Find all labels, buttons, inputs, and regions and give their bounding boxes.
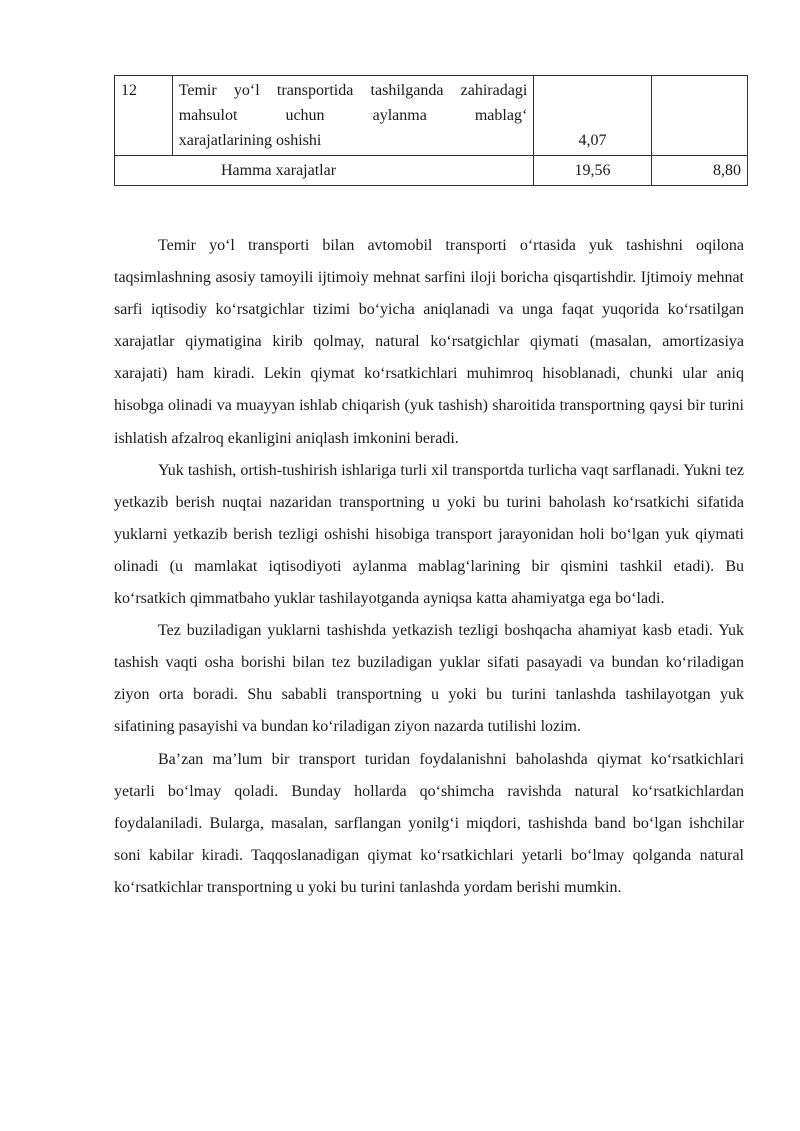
row-number: 12 <box>115 76 173 156</box>
paragraph: Temir yo‘l transporti bilan avtomobil transporti o‘rtasida yuk tashishni oqilona taqsimlashning asosiy tamoyili ijtimoiy mehnat sarfini iloji boricha qisqartishdir. Ijtimoiy mehnat sarfi iqtisodiy ko‘rsatgichlar tizimi bo‘yicha aniqlanadi va unga faqat yuqorida ko‘rsatilgan xarajatlar qiymatigina kirib qolmay, natural ko‘rsatgichlar qiymati (masalan, amortizasiya xarajati) ham kiradi. Lekin qiymat ko‘rsatkichlari muhimroq hisoblanadi, chunki ular aniq hisobga olinadi va muayyan ishlab chiqarish (yuk tashish) sharoitida transportning qaysi bir turini ishlatish afzalroq ekanligini aniqlash imkonini beradi. <box>114 237 744 447</box>
table-row <box>115 76 748 156</box>
paragraph: Yuk tashish, ortish-tushirish ishlariga turli xil transportda turlicha vaqt sarflanadi. Yukni tez yetkazib berish nuqtai nazaridan transportning u yoki bu turini baholash ko‘rsatkichi sifatida yuklarni yetkazib berish tezligi oshishi hisobiga transport jarayonidan holi bo‘lgan yuk qiymati olinadi (u mamlakat iqtisodiyoti aylanma mablag‘larining bir qismini tashkil etadi). Bu ko‘rsatkich qimmatbaho yuklar tashilayotganda ayniqsa katta ahamiyatga ega bo‘ladi. <box>114 461 744 608</box>
description-line: xarajatlarining oshishi <box>178 132 322 149</box>
row-value-2 <box>651 76 747 156</box>
total-value-2: 8,80 <box>651 156 747 186</box>
body-text <box>114 230 744 904</box>
row-description <box>172 76 534 156</box>
row-value-1: 4,07 <box>534 76 651 156</box>
paragraph: Ba’zan ma’lum bir transport turidan foydalanishni baholashda qiymat ko‘rsatkichlari yetarli bo‘lmay qoladi. Bunday hollarda qo‘shimcha ravishda natural ko‘rsatkichlardan foydalaniladi. Bularga, masalan, sarflangan yonilg‘i miqdori, tashishda band bo‘lgan ishchilar soni kabilar kiradi. Taqqoslanadigan qiymat ko‘rsatkichlari yetarli bo‘lmay qolganda natural ko‘rsatkichlar transportning u yoki bu turini tanlashda yordam berishi mumkin. <box>114 750 744 896</box>
cost-table <box>114 75 748 186</box>
table-total-row <box>115 156 748 186</box>
total-value-1: 19,56 <box>534 156 651 186</box>
description-line: mahsulot uchun aylanma mablag‘ <box>178 107 528 124</box>
paragraph: Tez buziladigan yuklarni tashishda yetkazish tezligi boshqacha ahamiyat kasb etadi. Yuk tashish vaqti osha borishi bilan tez buziladigan yuklar sifati pasayadi va bundan ko‘riladigan ziyon orta boradi. Shu sababli transportning u yoki bu turini tanlashda tashilayotgan yuk sifatining pasayishi va bundan ko‘riladigan ziyon nazarda tutilishi lozim. <box>114 622 744 736</box>
total-label: Hamma xarajatlar <box>115 156 534 186</box>
description-line: Temir yo‘l transportida tashilganda zahiradagi <box>178 82 528 99</box>
